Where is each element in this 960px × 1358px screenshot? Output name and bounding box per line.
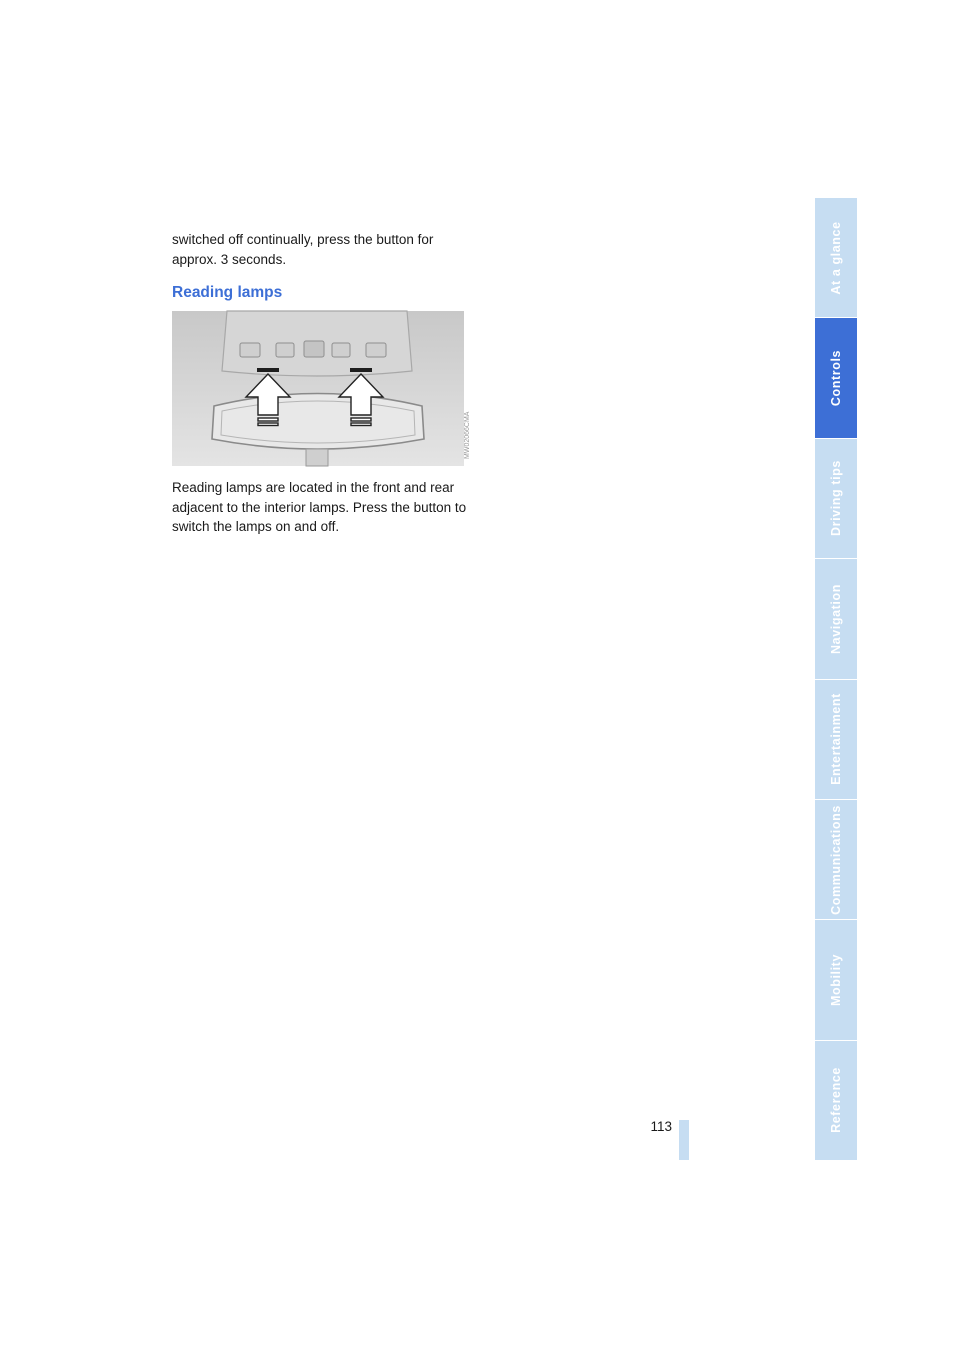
section-heading: Reading lamps bbox=[172, 284, 283, 301]
tab-entertainment[interactable] bbox=[815, 680, 857, 800]
figure-code: MW02066CMA bbox=[464, 411, 471, 459]
tab-label: Reference bbox=[829, 1067, 843, 1134]
tab-communications[interactable] bbox=[815, 800, 857, 920]
tab-label: Communications bbox=[829, 804, 843, 915]
tab-label: Entertainment bbox=[829, 693, 843, 786]
intro-paragraph: switched off continually, press the button for approx. 3 seconds. bbox=[172, 232, 434, 267]
tab-at-a-glance[interactable] bbox=[815, 198, 857, 318]
tab-driving-tips[interactable] bbox=[815, 439, 857, 559]
tab-label: At a glance bbox=[829, 221, 843, 295]
body-paragraph: Reading lamps are located in the front and rear adjacent to the interior lamps. Press the button to switch the lamps on and off. bbox=[172, 480, 467, 534]
tab-label: Controls bbox=[829, 349, 843, 407]
tab-label: Mobility bbox=[829, 953, 843, 1006]
tab-mobility[interactable] bbox=[815, 920, 857, 1040]
tab-navigation[interactable] bbox=[815, 559, 857, 679]
page-number: 113 bbox=[650, 1119, 672, 1134]
tab-label: Driving tips bbox=[829, 460, 843, 537]
chapter-tabs bbox=[815, 198, 857, 1160]
tab-reference[interactable] bbox=[815, 1041, 857, 1160]
page-number-bar bbox=[679, 1120, 689, 1160]
tab-controls[interactable] bbox=[815, 318, 857, 438]
reading-lamps-illustration bbox=[172, 311, 471, 466]
tab-label: Navigation bbox=[829, 583, 843, 654]
